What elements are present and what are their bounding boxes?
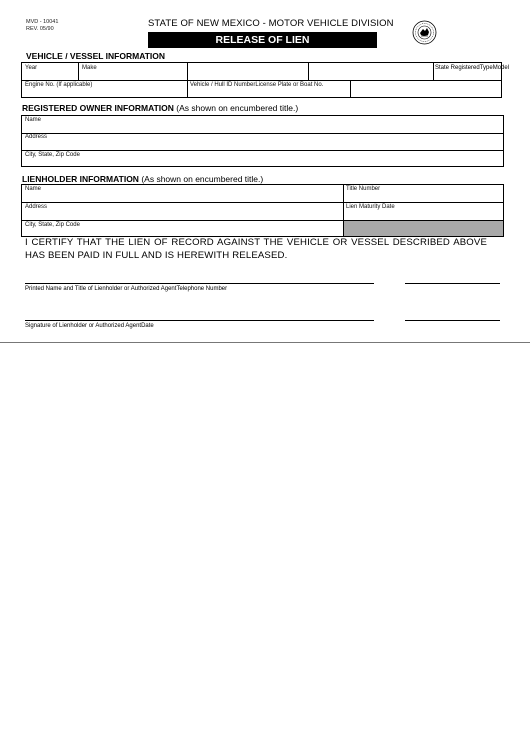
owner-address-field[interactable]: Address <box>25 134 48 140</box>
signature-label: Signature of Lienholder or Authorized Agent <box>25 323 142 329</box>
owner-section-heading <box>22 103 298 113</box>
state-seal-icon <box>412 20 437 45</box>
certification-statement: I CERTIFY THAT THE LIEN OF RECORD AGAINST THE VEHICLE OR VESSEL DESCRIBED ABOVE HAS BEEN PAID IN FULL AND IS HEREWITH RELEASED. <box>25 237 487 261</box>
page-divider <box>0 342 530 343</box>
vehicle-section-heading: VEHICLE / VESSEL INFORMATION <box>26 51 166 61</box>
owner-name-field[interactable]: Name <box>25 117 42 123</box>
owner-info-table <box>21 115 504 167</box>
form-title: RELEASE OF LIEN <box>148 32 377 48</box>
signature-date-labels <box>25 323 154 329</box>
lienholder-city-state-zip-field[interactable]: City, State, Zip Code <box>25 222 80 228</box>
form-number: MVD - 10041 <box>26 19 59 25</box>
lienholder-heading-note: (As shown on encumbered title.) <box>141 174 264 184</box>
agency-title: STATE OF NEW MEXICO - MOTOR VEHICLE DIVISION <box>148 18 394 29</box>
lien-maturity-date-field[interactable]: Lien Maturity Date <box>346 204 395 210</box>
owner-heading-note: (As shown on encumbered title.) <box>176 103 299 113</box>
form-revision: REV. 05/90 <box>26 26 54 32</box>
printed-name-label: Printed Name and Title of Lienholder or Authorized Agent <box>25 286 177 292</box>
state-registered-field[interactable]: State Registered <box>435 65 480 71</box>
lienholder-info-table <box>21 184 504 237</box>
signature-line[interactable] <box>25 320 374 321</box>
vehicle-hull-id-plate-labels <box>190 82 323 88</box>
vehicle-hull-id-field[interactable]: Vehicle / Hull ID Number <box>190 82 256 88</box>
lienholder-section-heading <box>22 174 263 184</box>
lienholder-heading-text: LIENHOLDER INFORMATION <box>22 174 139 184</box>
owner-city-state-zip-field[interactable]: City, State, Zip Code <box>25 152 80 158</box>
lienholder-address-field[interactable]: Address <box>25 204 48 210</box>
title-number-field[interactable]: Title Number <box>346 186 381 192</box>
make-field[interactable]: Make <box>82 65 97 71</box>
telephone-label: Telephone Number <box>176 286 228 292</box>
shaded-cell <box>343 220 503 236</box>
model-field[interactable]: Model <box>492 65 510 71</box>
date-line[interactable] <box>405 320 500 321</box>
owner-heading-text: REGISTERED OWNER INFORMATION <box>22 103 174 113</box>
date-label: Date <box>141 323 154 329</box>
form-number-block <box>26 19 58 33</box>
engine-number-field[interactable]: Engine No. (If applicable) <box>25 82 93 88</box>
telephone-line[interactable] <box>405 283 500 284</box>
license-plate-field[interactable]: License Plate or Boat No. <box>255 82 324 88</box>
type-field[interactable]: Type <box>479 65 493 71</box>
year-field[interactable]: Year <box>25 65 38 71</box>
state-type-model-labels <box>435 65 510 71</box>
lienholder-name-field[interactable]: Name <box>25 186 42 192</box>
printed-name-line[interactable] <box>25 283 374 284</box>
printed-name-telephone-labels <box>25 286 227 292</box>
